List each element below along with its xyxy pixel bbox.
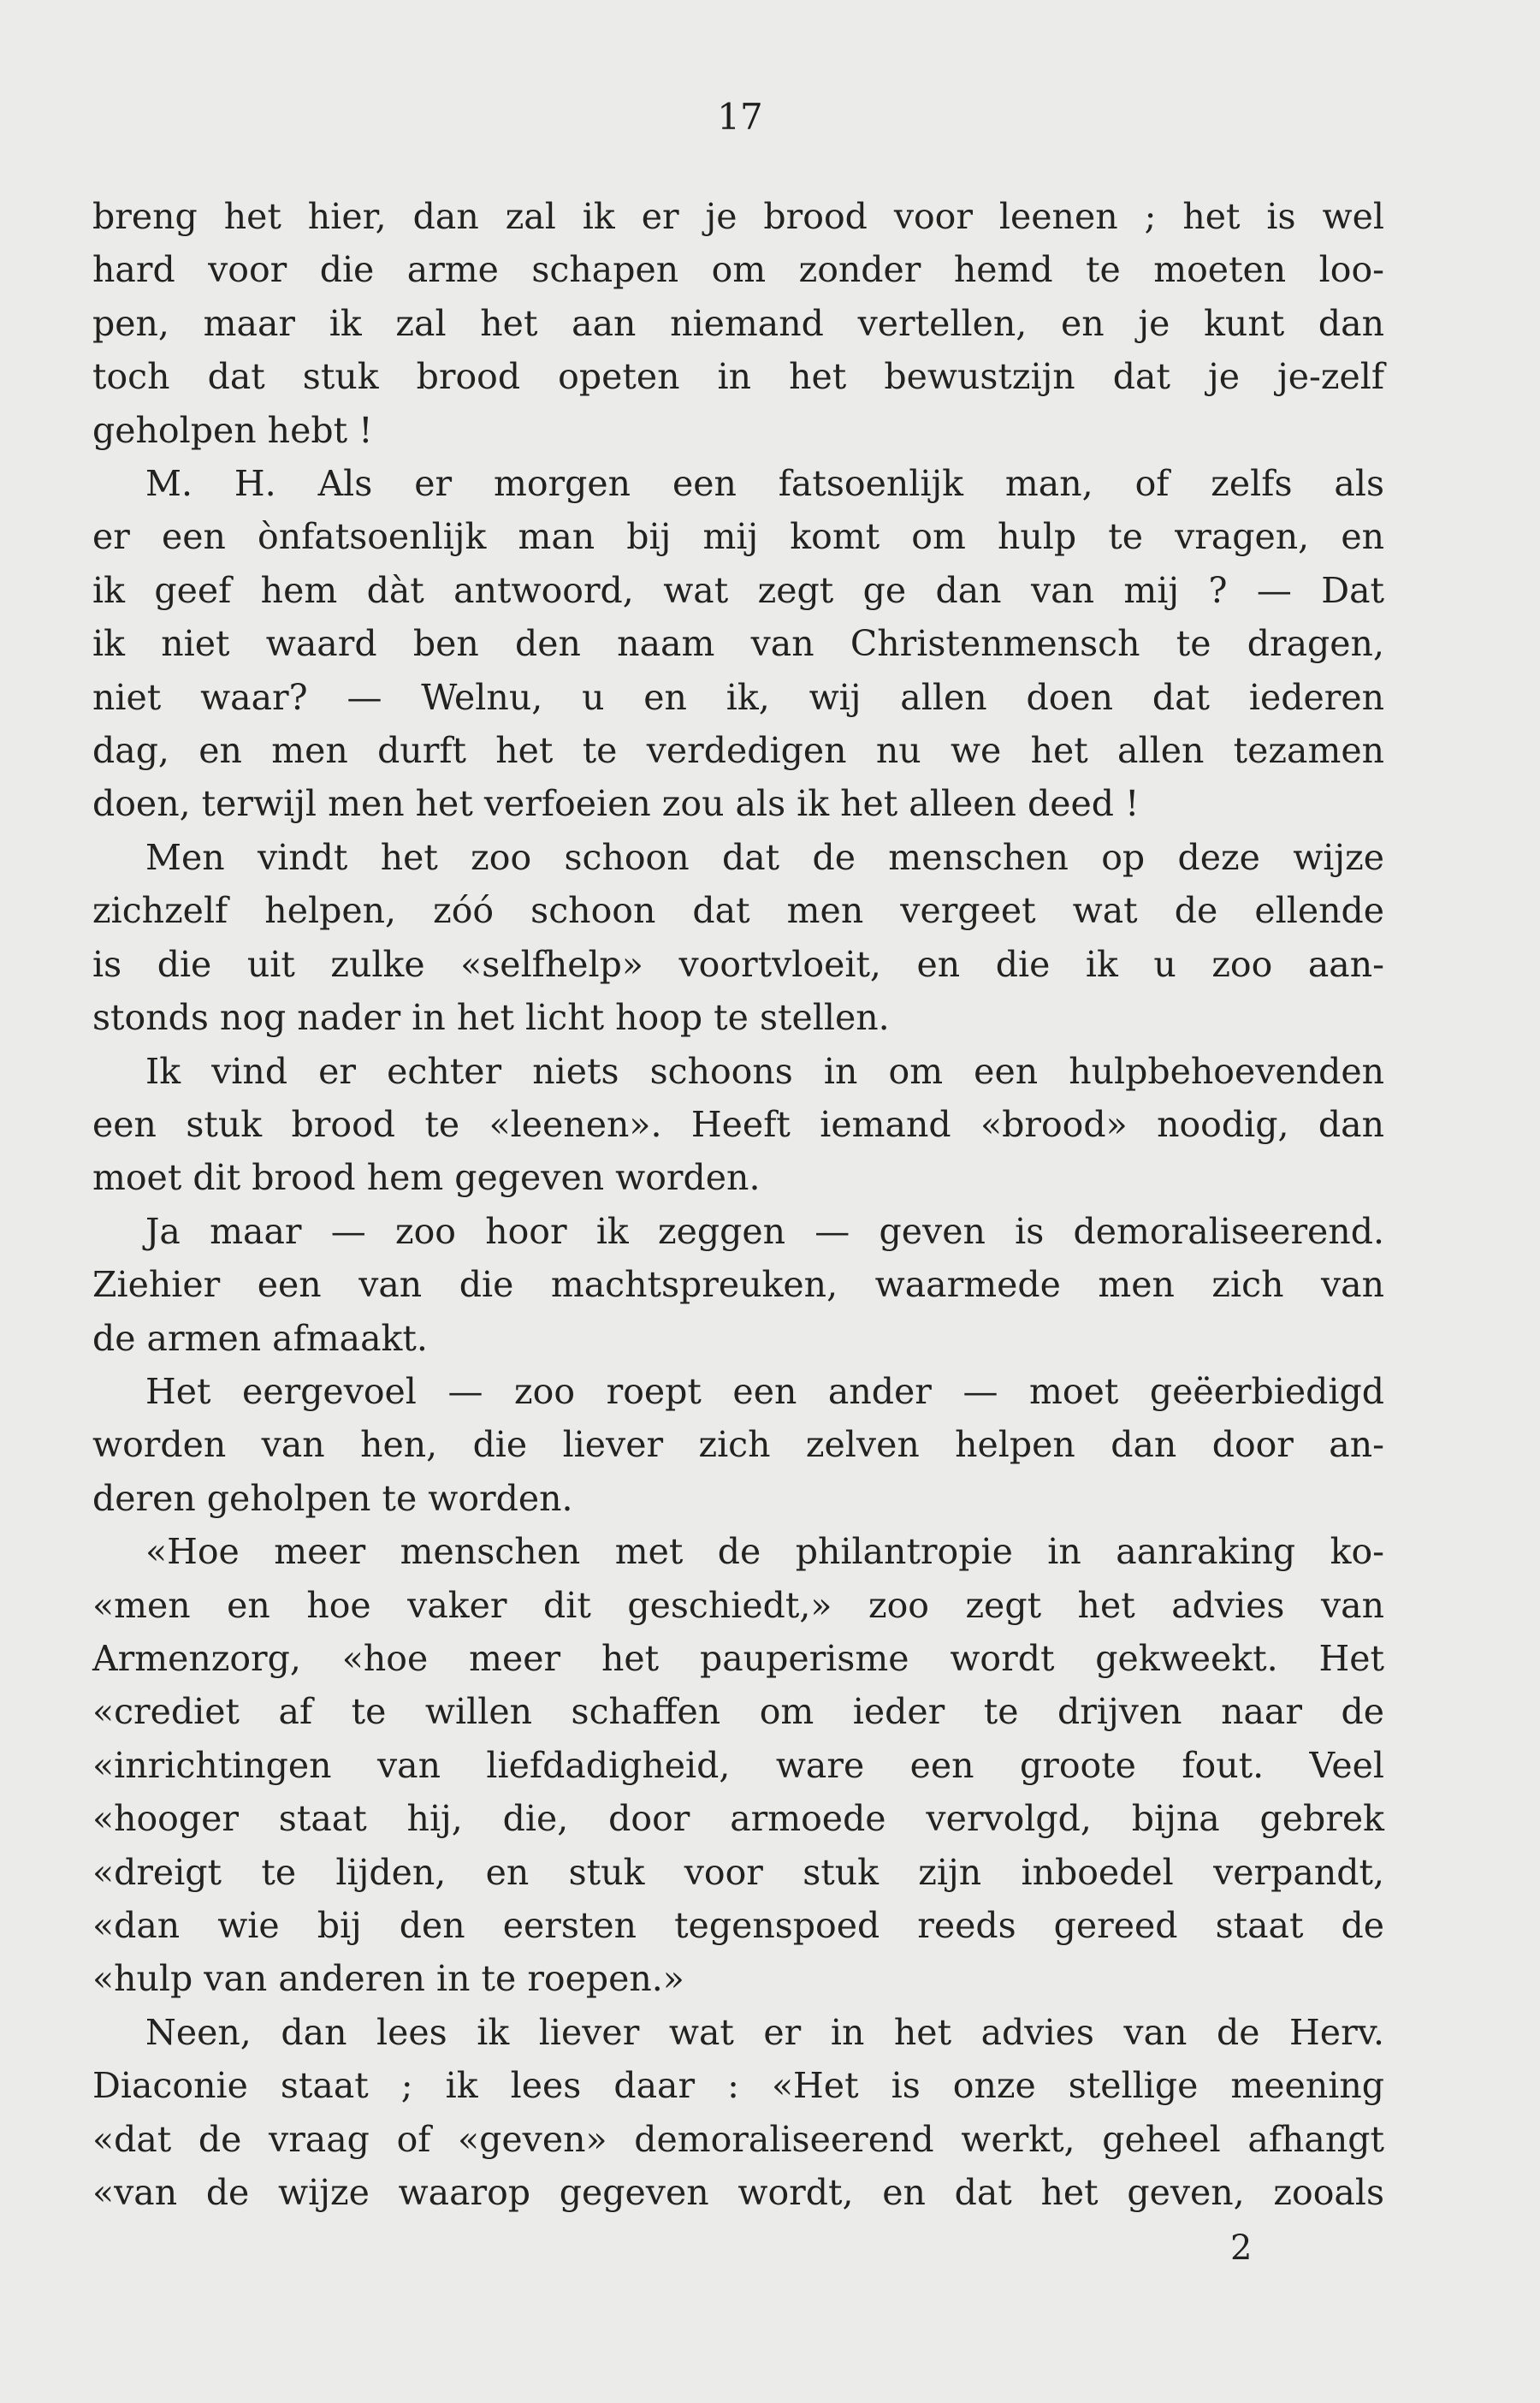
page-number: 17 — [717, 96, 763, 138]
text-line: stonds nog nader in het licht hoop te stellen. — [92, 997, 890, 1039]
text-line: M. H. Als er morgen een fatsoenlijk man, of zelfs als — [145, 463, 1384, 505]
text-line: Het eergevoel — zoo roept een ander — moet geëerbiedigd — [145, 1370, 1384, 1412]
text-line: ik geef hem dàt antwoord, wat zegt ge dan van mij ? — Dat — [92, 569, 1384, 611]
text-line: geholpen hebt ! — [92, 409, 373, 451]
paragraph — [92, 190, 1384, 457]
text-line: niet waar? — Welnu, u en ik, wij allen doen dat iederen — [92, 676, 1384, 718]
text-line: doen, terwijl men het verfoeien zou als ik het alleen deed ! — [92, 783, 1140, 825]
text-line: hard voor die arme schapen om zonder hemd te moeten loo- — [92, 249, 1384, 291]
paragraph — [92, 1365, 1384, 1525]
text-line: Neen, dan lees ik liever wat er in het advies van de Herv. — [145, 2011, 1384, 2053]
text-line: breng het hier, dan zal ik er je brood voor leenen ; het is wel — [92, 196, 1384, 237]
text-line: is die uit zulke «selfhelp» voortvloeit, en die ik u zoo aan- — [92, 943, 1384, 985]
text-line: moet dit brood hem gegeven worden. — [92, 1157, 761, 1199]
signature-mark: 2 — [1230, 2228, 1253, 2268]
text-line: pen, maar ik zal het aan niemand vertellen, en je kunt dan — [92, 302, 1384, 344]
paragraph — [92, 831, 1384, 1045]
text-line: toch dat stuk brood opeten in het bewustzijn dat je je-zelf — [92, 356, 1384, 398]
text-line: «crediet af te willen schaffen om ieder te drijven naar de — [92, 1691, 1384, 1733]
text-line: de armen afmaakt. — [92, 1317, 428, 1359]
text-line: «van de wijze waarop gegeven wordt, en dat het geven, zooals — [92, 2172, 1384, 2214]
text-line: Ziehier een van die machtspreuken, waarmede men zich van — [92, 1264, 1384, 1306]
text-line: dag, en men durft het te verdedigen nu we het allen tezamen — [92, 730, 1384, 772]
text-line: er een ònfatsoenlijk man bij mij komt om hulp te vragen, en — [92, 516, 1384, 558]
text-line: «hulp van anderen in te roepen.» — [92, 1958, 684, 2000]
text-line: «inrichtingen van liefdadigheid, ware een groote fout. Veel — [92, 1744, 1384, 1786]
text-line: Ja maar — zoo hoor ik zeggen — geven is demoraliseerend. — [145, 1210, 1384, 1252]
paragraph — [92, 1525, 1384, 2006]
paragraph — [92, 1045, 1384, 1205]
paragraph — [92, 1205, 1384, 1365]
text-line: «men en hoe vaker dit geschiedt,» zoo zegt het advies van — [92, 1584, 1384, 1626]
body-text — [92, 190, 1384, 2219]
text-line: een stuk brood te «leenen». Heeft iemand «brood» noodig, dan — [92, 1103, 1384, 1145]
paragraph — [92, 457, 1384, 831]
text-line: zichzelf helpen, zóó schoon dat men vergeet wat de ellende — [92, 890, 1384, 932]
text-line: Ik vind er echter niets schoons in om een hulpbehoevenden — [145, 1050, 1384, 1092]
text-line: worden van hen, die liever zich zelven helpen dan door an- — [92, 1424, 1384, 1466]
text-line: ik niet waard ben den naam van Christenmensch te dragen, — [92, 623, 1384, 665]
paragraph — [92, 2006, 1384, 2220]
text-line: «dreigt te lijden, en stuk voor stuk zijn inboedel verpandt, — [92, 1851, 1384, 1893]
text-line: Men vindt het zoo schoon dat de menschen op deze wijze — [145, 836, 1384, 878]
text-line: «Hoe meer menschen met de philantropie in aanraking ko- — [145, 1531, 1384, 1573]
text-line: Diaconie staat ; ik lees daar : «Het is onze stellige meening — [92, 2065, 1384, 2107]
text-line: deren geholpen te worden. — [92, 1477, 573, 1519]
text-line: «hooger staat hij, die, door armoede vervolgd, bijna gebrek — [92, 1798, 1384, 1840]
text-line: Armenzorg, «hoe meer het pauperisme wordt gekweekt. Het — [92, 1637, 1384, 1679]
text-line: «dat de vraag of «geven» demoraliseerend werkt, geheel afhangt — [92, 2118, 1384, 2160]
text-line: «dan wie bij den eersten tegenspoed reeds gereed staat de — [92, 1905, 1384, 1946]
